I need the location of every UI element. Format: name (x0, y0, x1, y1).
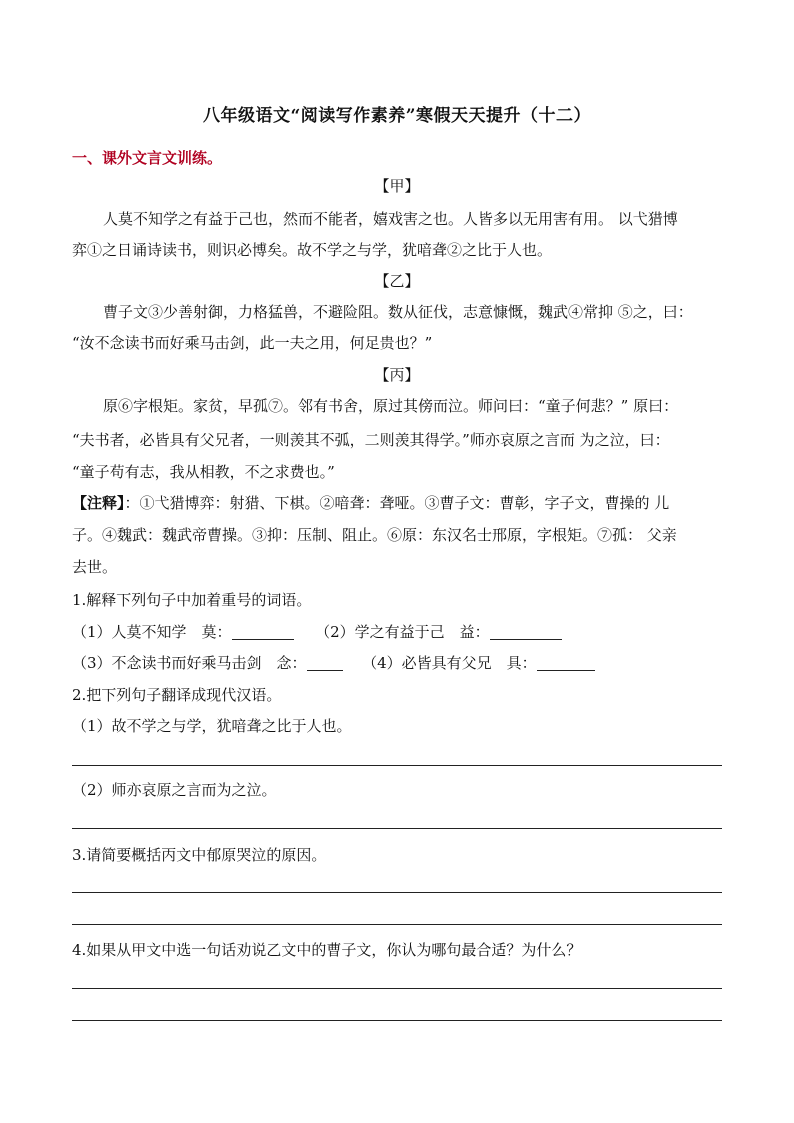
question-1-item-1: （1）人莫不知学 莫： (72, 623, 232, 641)
question-3: 3.请简要概括丙文中郁原哭泣的原因。 (72, 846, 327, 864)
question-1-item-4: （4）必皆具有父兄 具： (362, 654, 537, 672)
passage-jia-line-1: 人莫不知学之有益于己也，然而不能者，嬉戏害之也。人皆多以无用害有用。 以弋猎博 (103, 210, 678, 228)
passage-jia-label: 【甲】 (374, 177, 420, 195)
answer-line[interactable] (72, 892, 722, 893)
section-heading: 一、课外文言文训练。 (72, 149, 223, 167)
notes-line-1 (72, 493, 724, 513)
question-1: 1.解释下列句子中加着重号的词语。 (72, 591, 312, 609)
passage-bing-line-1: 原⑥字根矩。家贫，早孤⑦。邻有书舍，原过其傍而泣。师问曰：“童子何悲？” 原曰： (103, 397, 679, 415)
passage-bing-label: 【丙】 (374, 366, 420, 384)
notes-label: 【注释】 (72, 494, 125, 512)
passage-yi-line-2: “汝不念读书而好乘马击剑，此一夫之用，何足贵也？” (72, 334, 433, 352)
passage-yi-label: 【乙】 (374, 272, 420, 290)
question-2: 2.把下列句子翻译成现代汉语。 (72, 686, 282, 704)
question-1-row-1 (72, 622, 724, 642)
answer-line[interactable] (72, 924, 722, 925)
answer-line[interactable] (72, 1020, 722, 1021)
answer-blank-mo[interactable] (232, 623, 294, 640)
passage-yi-line-1: 曹子文③少善射御，力格猛兽，不避险阻。数从征伐，志意慷慨，魏武④常抑 ⑤之，曰： (103, 303, 693, 321)
question-2-item-1: （1）故不学之与学，犹喑聋之比于人也。 (72, 717, 352, 735)
question-4: 4.如果从甲文中选一句话劝说乙文中的曹子文，你认为哪句最合适？为什么？ (72, 941, 582, 959)
question-1-item-3: （3）不念读书而好乘马击剑 念： (72, 654, 307, 672)
passage-jia-line-2: 弈①之日诵诗读书，则识必博矣。故不学之与学，犹喑聋②之比于人也。 (72, 241, 553, 259)
passage-bing-line-2: “夫书者，必皆具有父兄者，一则羡其不弧，二则羡其得学。”师亦哀原之言而 为之泣，曰： (72, 431, 670, 449)
answer-blank-ju[interactable] (537, 654, 595, 671)
answer-line[interactable] (72, 765, 722, 766)
page-title: 八年级语文“阅读写作素养”寒假天天提升（十二） (202, 106, 592, 126)
passage-bing-line-3: “童子苟有志，我从相教，不之求费也。” (72, 463, 335, 481)
notes-line-3: 去世。 (72, 558, 118, 576)
answer-line[interactable] (72, 828, 722, 829)
question-1-row-2 (72, 653, 724, 673)
question-2-item-2: （2）师亦哀原之言而为之泣。 (72, 781, 277, 799)
answer-line[interactable] (72, 988, 722, 989)
notes-line-2: 子。④魏武：魏武帝曹操。③抑：压制、阻止。⑥原：东汉名士邢原，字根矩。⑦孤： 父亲 (72, 526, 677, 544)
answer-blank-nian[interactable] (307, 654, 343, 671)
question-1-item-2: （2）学之有益于己 益： (315, 623, 490, 641)
answer-blank-yi[interactable] (490, 623, 562, 640)
notes-text-1: ：①弋猎博弈：射猎、下棋。②喑聋：聋哑。③曹子文：曹彰，字子文，曹操的 儿 (124, 494, 670, 512)
